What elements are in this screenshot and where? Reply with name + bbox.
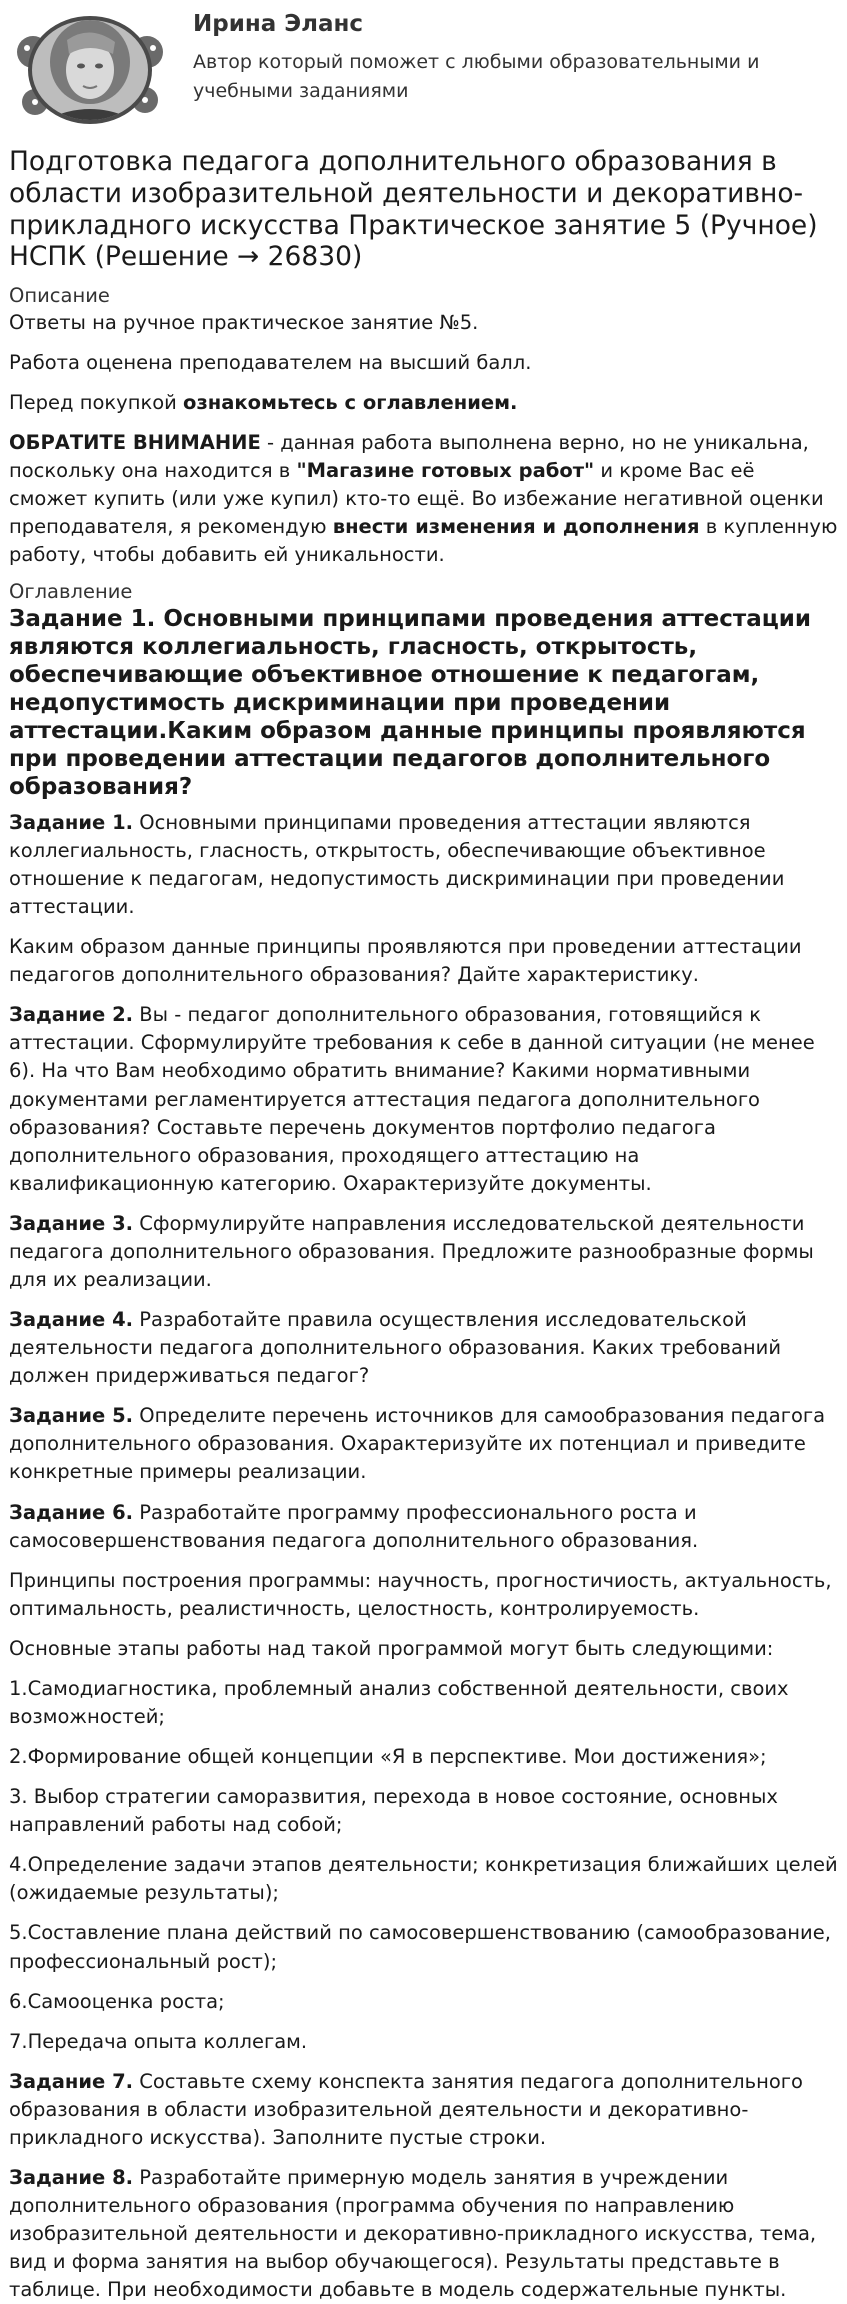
task-label: Задание 1. [9,811,133,834]
task-label: Задание 7. [9,2070,133,2093]
task-text: Разработайте программу профессионального роста и самосовершенствования педагога дополнительного образования. [9,1501,698,1552]
text-span: - данная работа выполнена верно, но не уникальна, поскольку она находится в [9,431,809,482]
text-span: в купленную работу, чтобы добавить ей уникальности. [9,515,837,566]
task-label: Задание 2. [9,1003,133,1026]
work-title: Подготовка педагога дополнительного образования в области изобразительной деятельности и декоративно-прикладного искусства Практическое занятие 5 (Ручное) НСПК (Решение → 26830) [9,146,838,273]
task-8 [9,2164,838,2304]
task-text: Основными принципами проведения аттестации являются коллегиальность, гласность, открытость, обеспечивающие объективное отношение к педагогам, недопустимость дискриминации при проведении аттестации. [9,811,784,918]
task-6-step: 4.Определение задачи этапов деятельности; конкретизация ближайших целей (ожидаемые результаты); [9,1851,838,1907]
task-label: Задание 4. [9,1308,133,1331]
task-6-step: 6.Самооценка роста; [9,1988,838,2016]
task-text: Определите перечень источников для самообразования педагога дополнительного образования. Охарактеризуйте их потенциал и приведите конкретные примеры реализации. [9,1404,825,1483]
task-label: Задание 5. [9,1404,133,1427]
task-2 [9,1001,838,1198]
author-card [9,0,838,140]
author-description: Автор который поможет с любыми образовательными и учебными заданиями [193,48,793,105]
task-6-step: 2.Формирование общей концепции «Я в перспективе. Мои достижения»; [9,1743,838,1771]
task-5 [9,1402,838,1486]
description-paragraph: Ответы на ручное практическое занятие №5. [9,309,838,337]
author-name[interactable]: Ирина Эланс [193,8,363,41]
description-paragraph [9,389,838,417]
task-label: Задание 6. [9,1501,133,1524]
bold-text: "Магазине готовых работ" [296,459,594,482]
task-6 [9,1499,838,1555]
text-span: и кроме Вас её сможет купить (или уже купил) кто-то ещё. Во избежание негативной оценки преподавателя, я рекомендую [9,459,824,538]
task-6-step: 1.Самодиагностика, проблемный анализ собственной деятельности, своих возможностей; [9,1675,838,1731]
description-section [9,309,838,570]
description-paragraph: Работа оценена преподавателем на высший балл. [9,349,838,377]
notice-paragraph [9,429,838,569]
task-3 [9,1210,838,1294]
task-text: Разработайте правила осуществления исследовательской деятельности педагога дополнительного образования. Каких требований должен придерживаться педагог? [9,1308,781,1387]
toc-label: Оглавление [9,579,838,604]
bold-text: ознакомьтесь с оглавлением. [183,391,517,414]
toc-heading: Задание 1. Основными принципами проведения аттестации являются коллегиальность, гласность, открытость, обеспечивающие объективное отношение к педагогам, недопустимость дискриминации при проведении аттестации.Каким образом данные принципы проявляются при проведении аттестации педагогов дополнительного образования? [9,605,838,801]
task-6-paragraph: Принципы построения программы: научность, прогностичиость, актуальность, оптимальность, реалистичность, целостность, контролируемость. [9,1567,838,1623]
text-span: Перед покупкой [9,391,183,414]
task-label: Задание 8. [9,2166,133,2189]
toc-section [9,605,838,2304]
task-6-step: 7.Передача опыта коллегам. [9,2028,838,2056]
task-text: Вы - педагог дополнительного образования, готовящийся к аттестации. Сформулируйте требования к себе в данной ситуации (не менее 6). На что Вам необходимо обратить внимание? Какими нормативными документами регламентируется аттестация педагога дополнительного образования? Составьте перечень документов портфолио педагога дополнительного образования, проходящего аттестацию на квалификационную категорию. Охарактеризуйте документы. [9,1003,815,1194]
task-text: Составьте схему конспекта занятия педагога дополнительного образования в области изобразительной деятельности и декоративно-прикладного искусства). Заполните пустые строки. [9,2070,803,2149]
task-label: Задание 3. [9,1212,133,1235]
description-label: Описание [9,283,838,308]
task-6-step: 3. Выбор стратегии саморазвития, перехода в новое состояние, основных направлений работы над собой; [9,1783,838,1839]
notice-label: ОБРАТИТЕ ВНИМАНИЕ [9,431,261,454]
task-6-step: 5.Составление плана действий по самосовершенствованию (самообразование, профессиональный рост); [9,1919,838,1975]
task-6-paragraph: Основные этапы работы над такой программой могут быть следующими: [9,1635,838,1663]
task-7 [9,2068,838,2152]
task-text: Сформулируйте направления исследовательской деятельности педагога дополнительного образования. Предложите разнообразные формы для их реализации. [9,1212,814,1291]
task-1 [9,809,838,921]
task-text: Разработайте примерную модель занятия в учреждении дополнительного образования (программа обучения по направлению изобразительной деятельности и декоративно-прикладного искусства, тема, вид и форма занятия на выбор обучающегося). Результаты представьте в таблице. При необходимости добавьте в модель содержательные пункты. [9,2166,816,2301]
task-1-paragraph: Каким образом данные принципы проявляются при проведении аттестации педагогов дополнительного образования? Дайте характеристику. [9,933,838,989]
author-avatar[interactable] [15,14,165,126]
task-4 [9,1306,838,1390]
bold-text: внести изменения и дополнения [333,515,700,538]
